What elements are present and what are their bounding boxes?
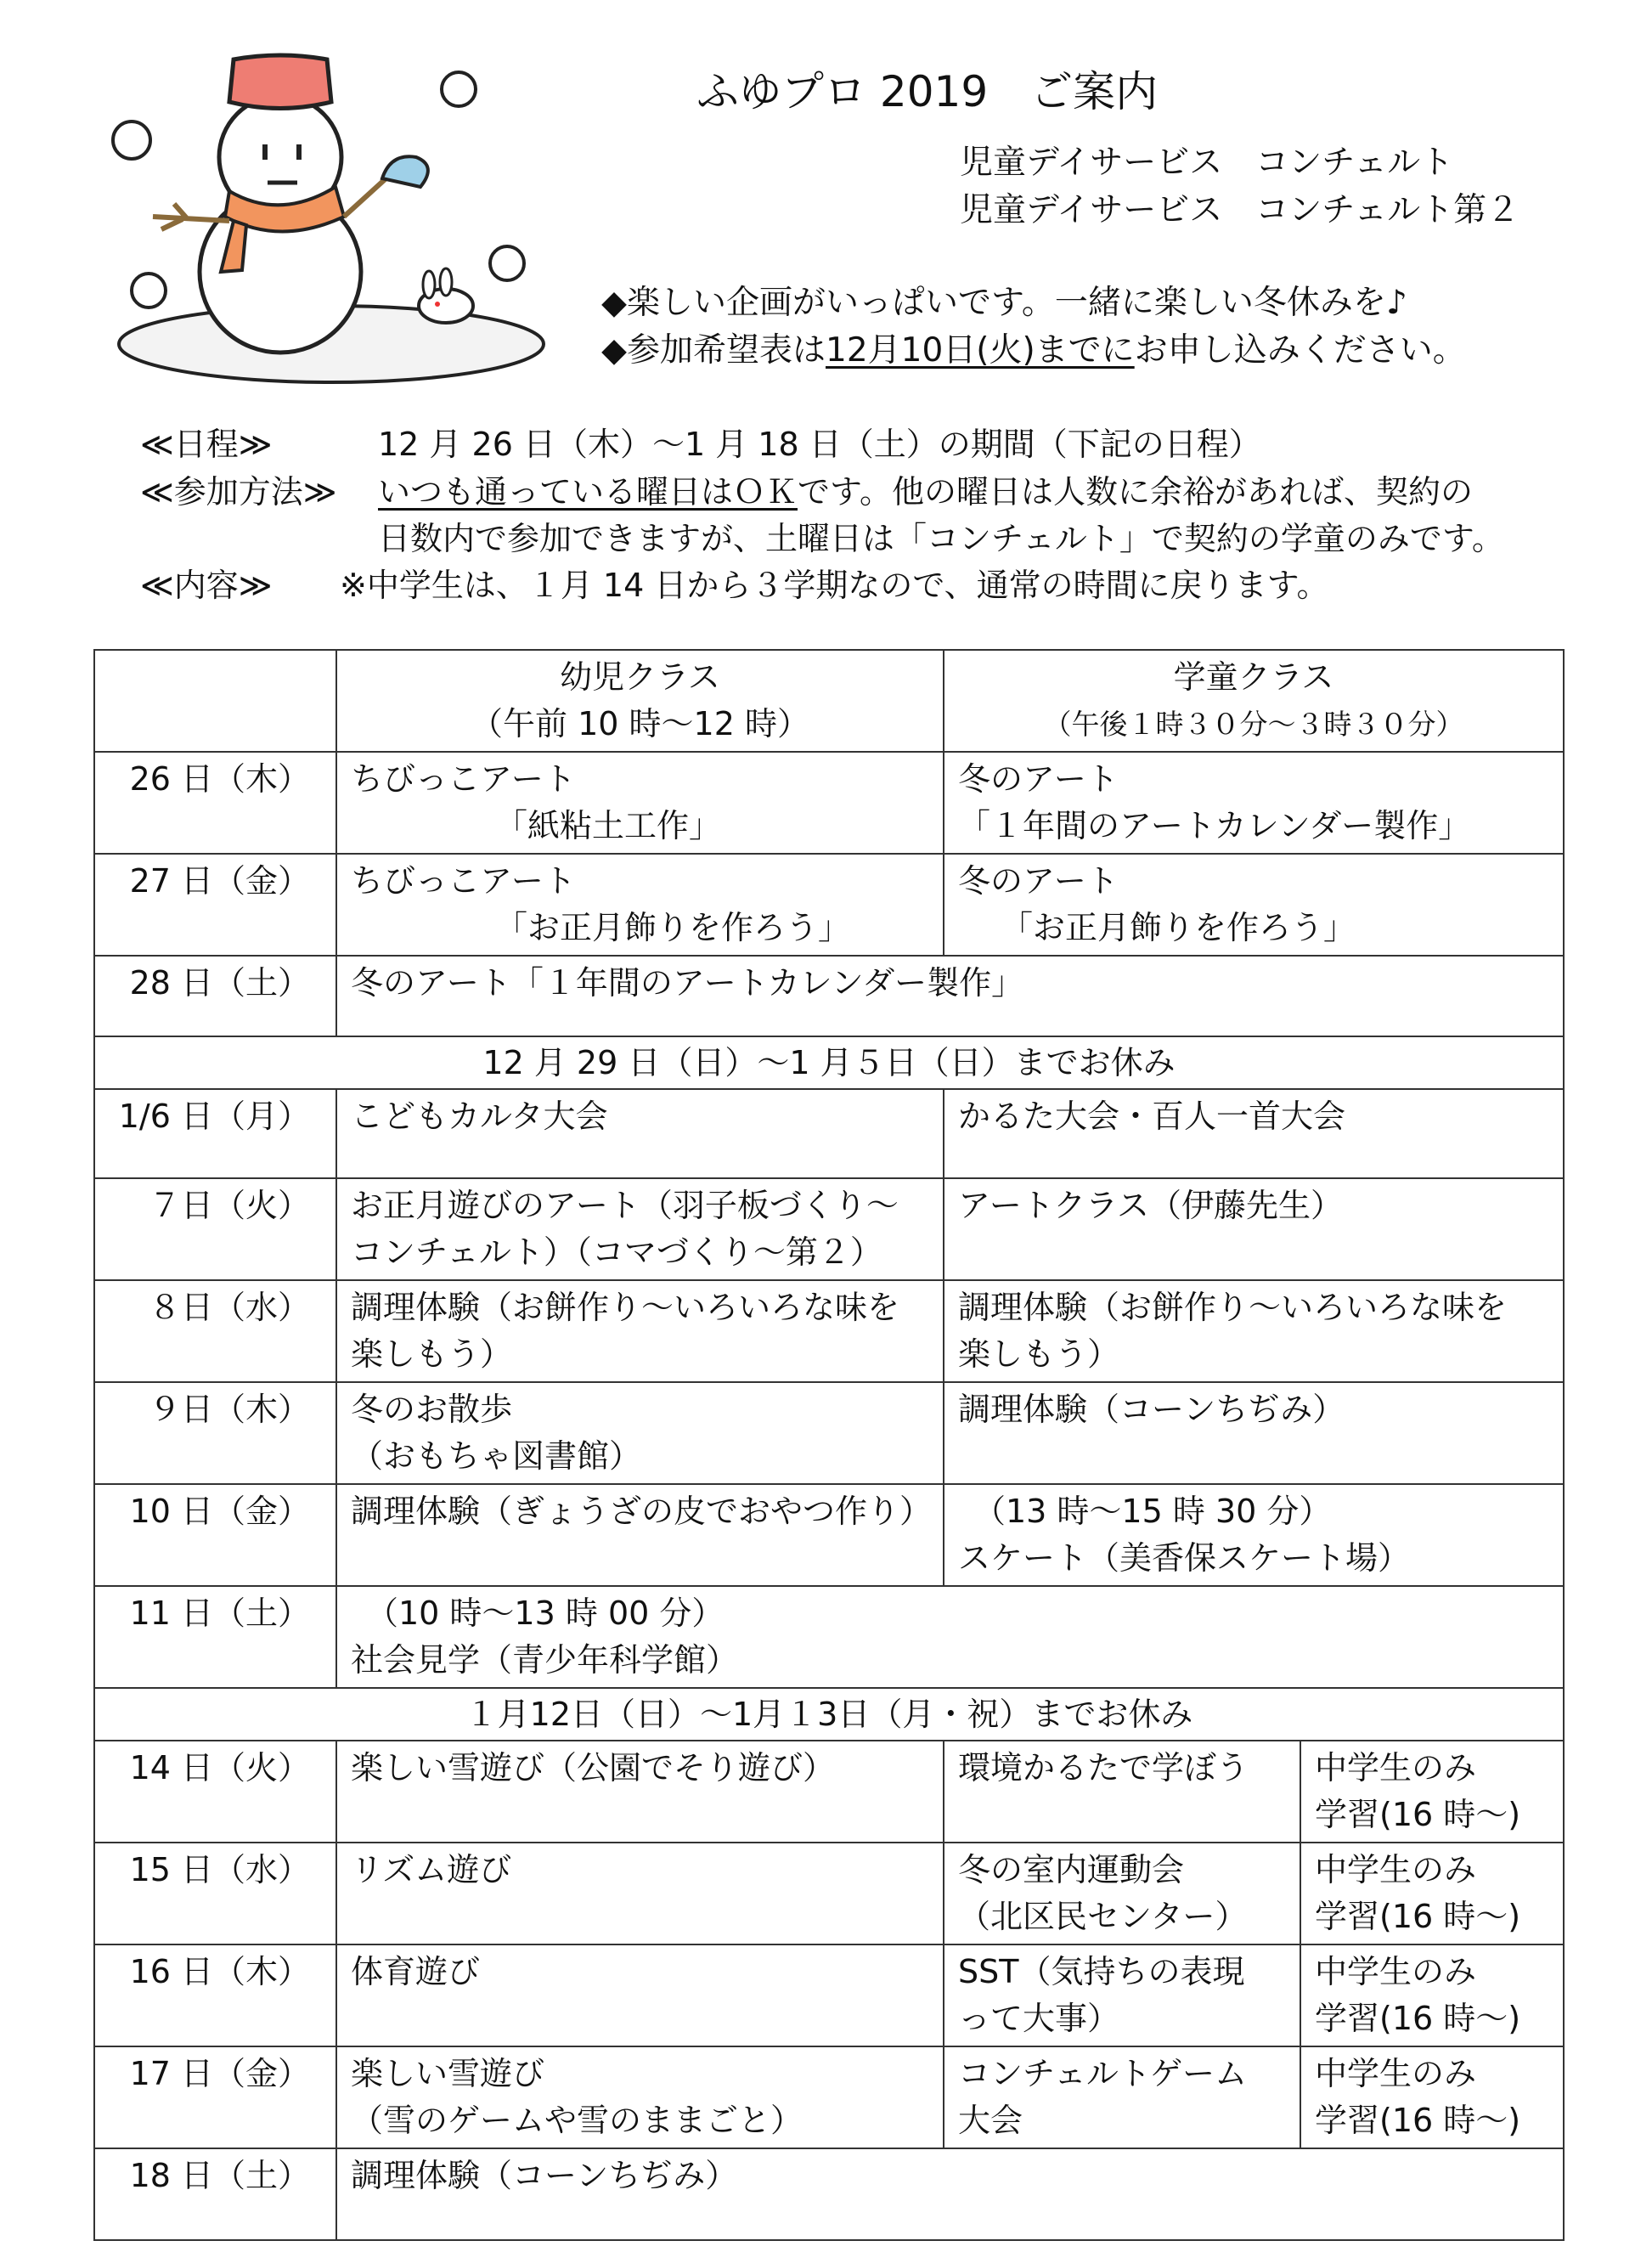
- content-label: ≪内容≫: [140, 567, 273, 604]
- table-row: [94, 1843, 1564, 1944]
- date-cell: 14 日（火）: [94, 1741, 336, 1843]
- table-row: [94, 1944, 1564, 2046]
- table-row: [94, 956, 1564, 1036]
- combined-cell: 冬のアート「１年間のアートカレンダー製作」: [336, 956, 1564, 1036]
- date-cell: 16 日（木）: [94, 1944, 336, 2046]
- preschool-cell: [336, 1178, 944, 1280]
- preschool-cell: [336, 2046, 944, 2148]
- school-class-title: 学童クラス: [1173, 658, 1334, 696]
- table-row: [94, 1741, 1564, 1843]
- cell-line: 調理体験（お餅作り～いろいろな味を: [351, 1289, 900, 1326]
- cell-line: コンチェルト）（コマづくり～第２）: [351, 1233, 882, 1271]
- date-cell: 26 日（木）: [94, 752, 336, 854]
- note-line-2: [601, 324, 1466, 371]
- cell-line: 楽しもう）: [351, 1335, 513, 1373]
- school-cell: [944, 1843, 1300, 1944]
- table-row: [94, 2046, 1564, 2148]
- cell-line: ちびっこアート: [351, 760, 576, 798]
- schedule-label: ≪日程≫: [140, 426, 273, 463]
- preschool-cell: [336, 752, 944, 854]
- note-line-1: ◆楽しい企画がいっぱいです。一緒に楽しい冬休みを♪: [601, 284, 1407, 322]
- schedule-table: [93, 649, 1565, 2241]
- method-underline: いつも通っている曜日はＯＫ: [378, 473, 798, 511]
- date-cell: 10 日（金）: [94, 1484, 336, 1586]
- schedule-info: [140, 418, 1261, 465]
- note-line-2-prefix: ◆参加希望表は: [601, 331, 826, 370]
- school-cell: [944, 752, 1564, 854]
- table-row: [94, 1586, 1564, 1688]
- date-cell: ８日（水）: [94, 1280, 336, 1382]
- holiday-row: [94, 1688, 1564, 1741]
- cell-line: （13 時～15 時 30 分）: [973, 1493, 1332, 1530]
- table-row: [94, 1382, 1564, 1484]
- date-cell: 11 日（土）: [94, 1586, 336, 1688]
- preschool-class-title: 幼児クラス: [560, 658, 720, 696]
- table-row: [94, 854, 1564, 956]
- table-header-row: [94, 650, 1564, 752]
- cell-line: 中学生のみ: [1315, 2055, 1477, 2092]
- preschool-cell: 調理体験（ぎょうざの皮でおやつ作り）: [336, 1484, 944, 1586]
- preschool-cell: 楽しい雪遊び（公園でそり遊び）: [336, 1741, 944, 1843]
- cell-line: 「紙粘土工作」: [495, 807, 722, 844]
- page-title: ふゆプロ 2019 ご案内: [696, 67, 1159, 116]
- cell-line: 中学生のみ: [1315, 1953, 1477, 1990]
- cell-line: 調理体験（お餅作り～いろいろな味を: [958, 1289, 1508, 1326]
- combined-cell: 調理体験（コーンちぢみ）: [336, 2148, 1564, 2240]
- school-class-time: （午後１時３０分～３時３０分）: [1043, 708, 1464, 741]
- cell-line: 大会: [958, 2102, 1023, 2139]
- organization-name-1: 児童デイサービス コンチェルト: [960, 144, 1454, 182]
- method-label: ≪参加方法≫: [140, 473, 337, 511]
- preschool-cell: 体育遊び: [336, 1944, 944, 2046]
- preschool-cell: [336, 1280, 944, 1382]
- holiday-notice: 12 月 29 日（日）～1 月５日（日）までお休み: [94, 1036, 1564, 1089]
- note-line-2-suffix: お申し込みください。: [1134, 331, 1466, 370]
- method-info: [140, 466, 1473, 512]
- cell-line: 「お正月飾りを作ろう」: [1001, 909, 1356, 946]
- date-cell: 17 日（金）: [94, 2046, 336, 2148]
- cell-line: （おもちゃ図書館）: [351, 1437, 642, 1475]
- cell-line: 学習(16 時～): [1315, 1898, 1521, 1935]
- cell-line: スケート（美香保スケート場）: [958, 1539, 1411, 1577]
- school-cell: かるた大会・百人一首大会: [944, 1089, 1564, 1178]
- cell-line: 「お正月飾りを作ろう」: [495, 909, 851, 946]
- cell-line: 学習(16 時～): [1315, 2000, 1521, 2037]
- holiday-row: [94, 1036, 1564, 1089]
- cell-line: 冬のアート: [958, 862, 1119, 900]
- cell-line: 中学生のみ: [1315, 1851, 1477, 1888]
- date-cell: ７日（火）: [94, 1178, 336, 1280]
- school-cell: [944, 1484, 1564, 1586]
- cell-line: 「１年間のアートカレンダー製作」: [958, 807, 1471, 844]
- cell-line: （10 時～13 時 00 分）: [366, 1594, 725, 1632]
- header-preschool: [336, 650, 944, 752]
- school-cell: 調理体験（コーンちぢみ）: [944, 1382, 1564, 1484]
- organization-name-2: 児童デイサービス コンチェルト第２: [960, 191, 1520, 229]
- cell-line: 社会見学（青少年科学館）: [351, 1641, 739, 1679]
- junior-high-cell: [1300, 1741, 1564, 1843]
- date-cell: ９日（木）: [94, 1382, 336, 1484]
- header-school: [944, 650, 1564, 752]
- cell-line: 学習(16 時～): [1315, 2102, 1521, 2139]
- header-empty-cell: [94, 650, 336, 752]
- table-row: [94, 752, 1564, 854]
- cell-line: って大事）: [958, 2000, 1120, 2037]
- cell-line: （北区民センター）: [958, 1898, 1248, 1935]
- schedule-text: 12 月 26 日（木）～1 月 18 日（土）の期間（下記の日程）: [378, 426, 1261, 463]
- school-cell: 環境かるたで学ぼう: [944, 1741, 1300, 1843]
- preschool-class-time: （午前 10 時～12 時）: [471, 705, 809, 742]
- cell-line: 冬の室内運動会: [958, 1851, 1185, 1888]
- table-row: [94, 1484, 1564, 1586]
- date-cell: 1/6 日（月）: [94, 1089, 336, 1178]
- junior-high-cell: [1300, 2046, 1564, 2148]
- deadline-text: 12月10日(火)までに: [826, 331, 1135, 370]
- date-cell: 27 日（金）: [94, 854, 336, 956]
- date-cell: 15 日（水）: [94, 1843, 336, 1944]
- school-cell: [944, 2046, 1300, 2148]
- cell-line: 学習(16 時～): [1315, 1796, 1521, 1833]
- cell-line: ちびっこアート: [351, 862, 576, 900]
- holiday-notice: １月12日（日）～1月１3日（月・祝）までお休み: [94, 1688, 1564, 1741]
- cell-line: 冬のお散歩: [351, 1391, 513, 1428]
- preschool-cell: リズム遊び: [336, 1843, 944, 1944]
- school-cell: [944, 854, 1564, 956]
- cell-line: コンチェルトゲーム: [958, 2055, 1248, 2092]
- date-cell: 28 日（土）: [94, 956, 336, 1036]
- school-cell: アートクラス（伊藤先生）: [944, 1178, 1564, 1280]
- junior-high-cell: [1300, 1944, 1564, 2046]
- content-text: ※中学生は、１月 14 日から３学期なので、通常の時間に戻ります。: [340, 567, 1329, 604]
- school-cell: [944, 1944, 1300, 2046]
- content-info: [140, 559, 1329, 606]
- school-cell: [944, 1280, 1564, 1382]
- table-row: [94, 1089, 1564, 1178]
- snowman-illustration: [102, 51, 561, 391]
- date-cell: 18 日（土）: [94, 2148, 336, 2240]
- table-row: [94, 1280, 1564, 1382]
- method-text-2: 日数内で参加できますが、土曜日は「コンチェルト」で契約の学童のみです。: [378, 520, 1504, 557]
- method-text-1: です。他の曜日は人数に余裕があれば、契約の: [798, 473, 1473, 511]
- preschool-cell: こどもカルタ大会: [336, 1089, 944, 1178]
- cell-line: 楽しもう）: [958, 1335, 1120, 1373]
- cell-line: 楽しい雪遊び: [351, 2055, 545, 2092]
- table-row: [94, 1178, 1564, 1280]
- cell-line: 中学生のみ: [1315, 1749, 1477, 1786]
- combined-cell: [336, 1586, 1564, 1688]
- cell-line: お正月遊びのアート（羽子板づくり～: [351, 1187, 899, 1224]
- cell-line: 冬のアート: [958, 760, 1119, 798]
- junior-high-cell: [1300, 1843, 1564, 1944]
- preschool-cell: [336, 854, 944, 956]
- table-row: [94, 2148, 1564, 2240]
- cell-line: （雪のゲームや雪のままごと）: [351, 2102, 803, 2139]
- preschool-cell: [336, 1382, 944, 1484]
- cell-line: SST（気持ちの表現: [958, 1953, 1245, 1990]
